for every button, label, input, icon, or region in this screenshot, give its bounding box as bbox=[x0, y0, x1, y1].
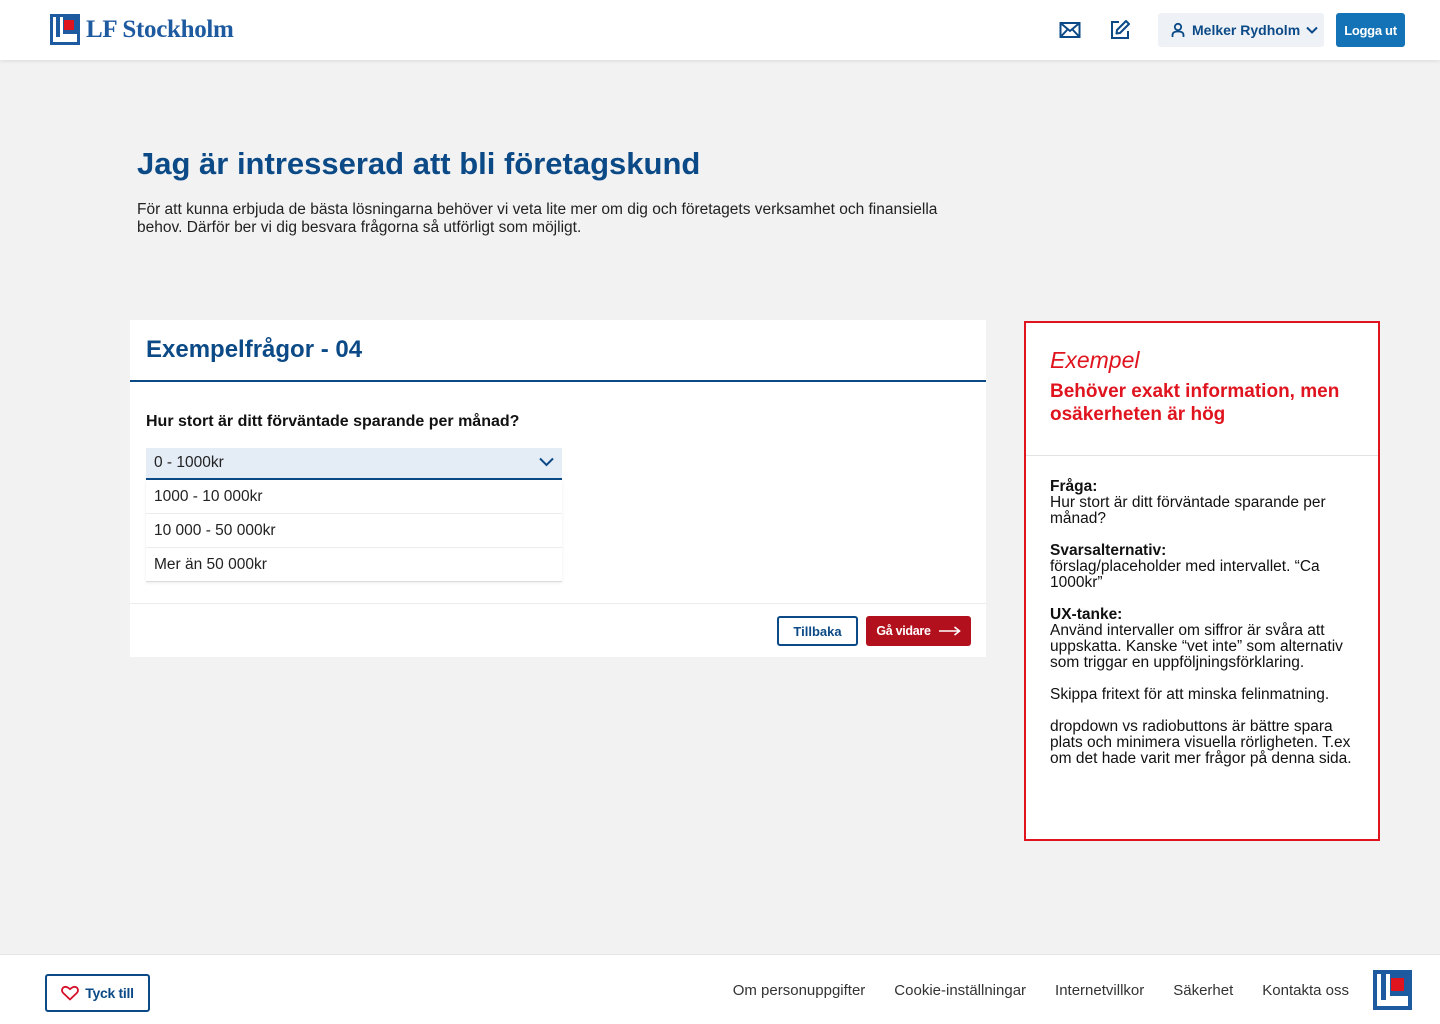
note-heading: UX-tanke: bbox=[1050, 606, 1123, 623]
note-heading: Fråga: bbox=[1050, 478, 1098, 495]
chevron-down-icon bbox=[539, 457, 554, 467]
heart-icon bbox=[61, 985, 79, 1001]
question-card bbox=[130, 320, 986, 657]
footer-link-privacy[interactable]: Om personuppgifter bbox=[732, 982, 866, 999]
card-title: Exempelfrågor - 04 bbox=[146, 336, 363, 363]
example-note bbox=[1024, 321, 1380, 841]
note-block-question bbox=[1050, 479, 1354, 527]
card-footer bbox=[130, 603, 986, 657]
user-name: Melker Rydholm bbox=[1192, 22, 1301, 38]
note-paragraph: dropdown vs radiobuttons är bättre spara plats och minimera visuella rörligheten. T.ex om det hade varit mer frågor på denna sida. bbox=[1050, 718, 1352, 767]
note-subtitle: Behöver exakt information, men osäkerheten är hög bbox=[1050, 381, 1340, 425]
edit-icon[interactable] bbox=[1108, 18, 1132, 42]
note-body bbox=[1026, 456, 1378, 767]
note-block-ux bbox=[1050, 607, 1354, 671]
dropdown-option[interactable]: 10 000 - 50 000kr bbox=[146, 514, 562, 548]
logout-button[interactable]: Logga ut bbox=[1336, 13, 1405, 47]
note-paragraph: Skippa fritext för att minska felinmatning. bbox=[1050, 686, 1330, 703]
top-header bbox=[0, 0, 1440, 60]
lf-logo-icon bbox=[50, 14, 80, 45]
back-button[interactable]: Tillbaka bbox=[777, 616, 858, 646]
page-intro-text: För att kunna erbjuda de bästa lösningarna behöver vi veta lite mer om dig och företagets verksamhet och finansiella behov. Därför ber vi dig besvara frågorna så utförligt som möjligt. bbox=[137, 201, 938, 236]
note-block-options bbox=[1050, 543, 1354, 591]
dropdown-selected-value: 0 - 1000kr bbox=[154, 454, 224, 471]
arrow-right-icon bbox=[939, 626, 961, 636]
note-text: förslag/placeholder med intervallet. “Ca 1000kr” bbox=[1050, 558, 1320, 591]
brand-name: LF Stockholm bbox=[86, 15, 234, 43]
feedback-button[interactable] bbox=[45, 974, 150, 1012]
next-button[interactable] bbox=[866, 616, 971, 646]
savings-dropdown[interactable] bbox=[146, 448, 562, 480]
page-title: Jag är intresserad att bli företagskund bbox=[137, 146, 701, 181]
dropdown-option[interactable]: 1000 - 10 000kr bbox=[146, 480, 562, 514]
note-heading: Svarsalternativ: bbox=[1050, 542, 1167, 559]
note-kicker: Exempel bbox=[1050, 347, 1140, 373]
page-footer bbox=[0, 954, 1440, 1024]
note-text: Använd intervaller om siffror är svåra att uppskatta. Kanske “vet inte” som alternativ som triggar en uppföljningsförklaring. bbox=[1050, 622, 1343, 671]
next-button-label: Gå vidare bbox=[876, 624, 931, 638]
chevron-down-icon bbox=[1306, 26, 1318, 34]
footer-links bbox=[704, 982, 1349, 999]
user-icon bbox=[1170, 22, 1186, 38]
footer-link-terms[interactable]: Internetvillkor bbox=[1055, 982, 1145, 999]
dropdown-option[interactable]: Mer än 50 000kr bbox=[146, 548, 562, 582]
card-header bbox=[130, 320, 986, 382]
footer-link-cookies[interactable]: Cookie-inställningar bbox=[894, 982, 1027, 999]
dropdown-options-list bbox=[146, 480, 562, 582]
feedback-label: Tyck till bbox=[85, 985, 134, 1001]
brand-logo[interactable] bbox=[50, 14, 234, 45]
mail-icon[interactable] bbox=[1058, 18, 1082, 42]
lf-logo-icon bbox=[1373, 970, 1412, 1010]
footer-link-security[interactable]: Säkerhet bbox=[1173, 982, 1234, 999]
user-menu-button[interactable] bbox=[1158, 13, 1324, 47]
note-text: Hur stort är ditt förväntade sparande per månad? bbox=[1050, 494, 1326, 527]
footer-link-contact[interactable]: Kontakta oss bbox=[1262, 982, 1349, 999]
question-label: Hur stort är ditt förväntade sparande per månad? bbox=[146, 413, 520, 430]
note-header bbox=[1026, 323, 1378, 456]
